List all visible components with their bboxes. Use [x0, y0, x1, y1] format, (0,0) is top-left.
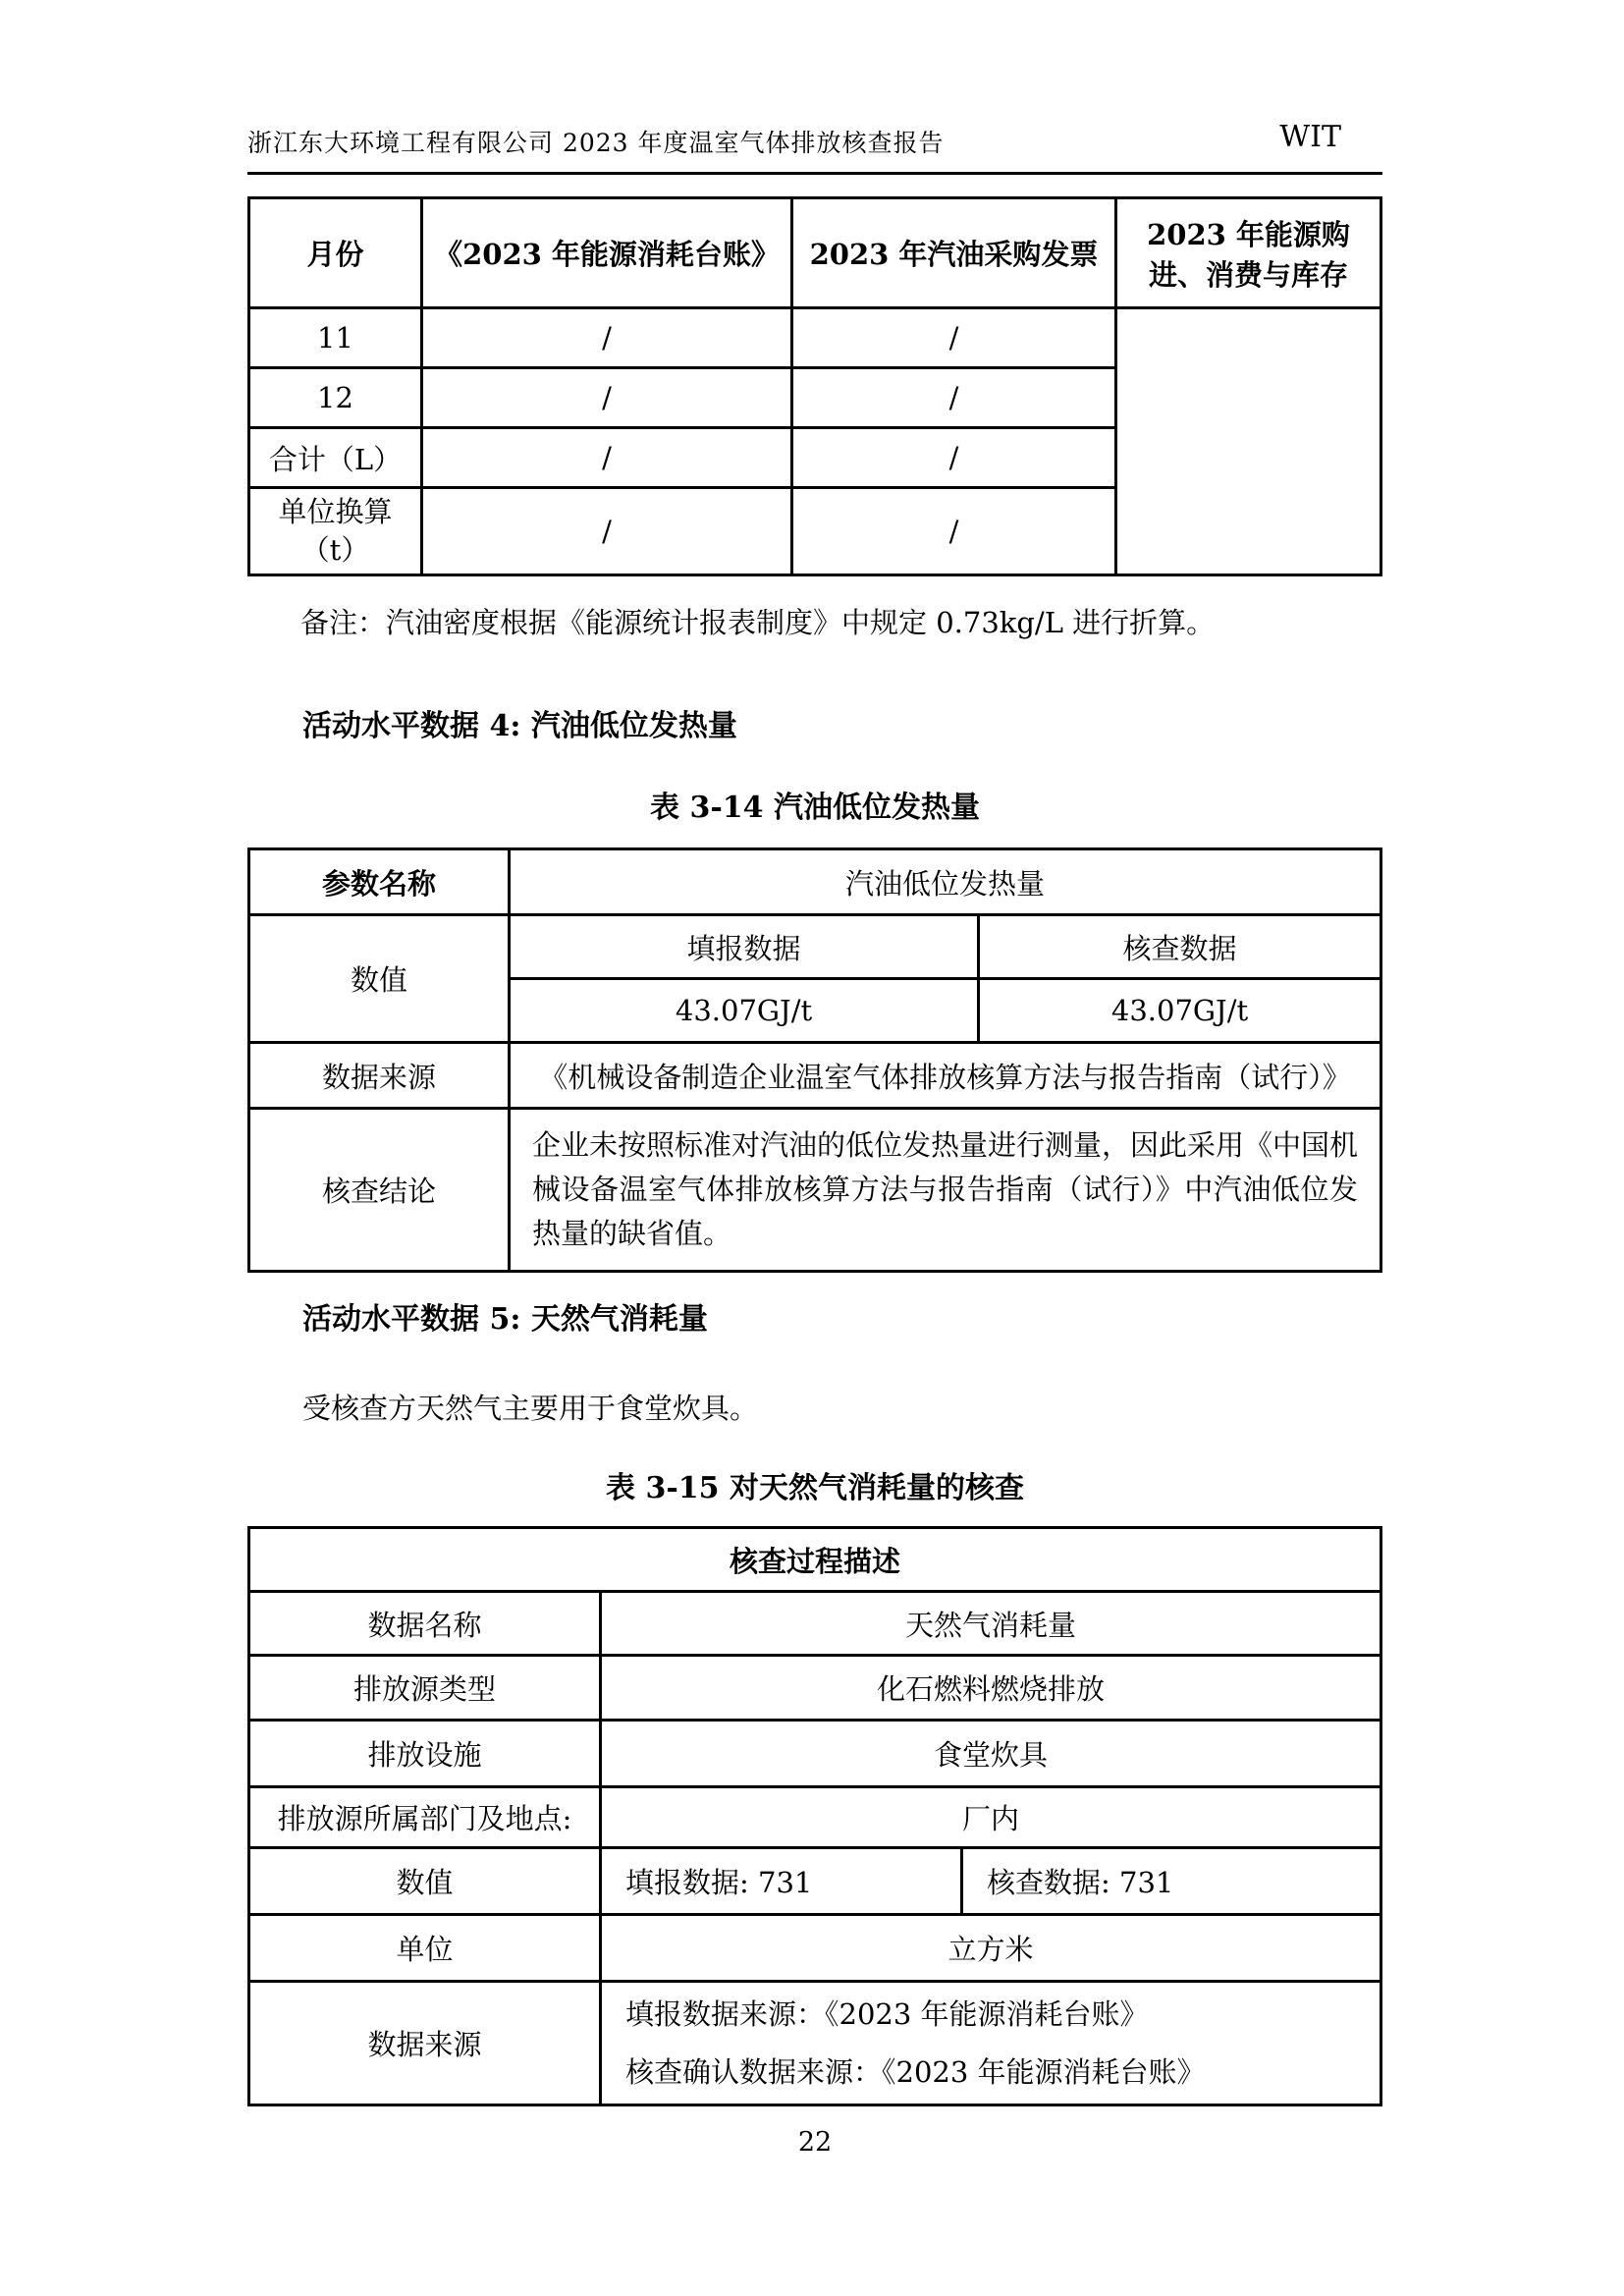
ledger-value-cell: /: [422, 488, 792, 575]
total-label-cell: 合计（L）: [249, 428, 422, 488]
invoice-value-cell: /: [792, 368, 1116, 428]
col-header-energy-purchase: 2023 年能源购进、消费与库存: [1116, 198, 1381, 308]
unit-conversion-label-cell: [249, 488, 422, 575]
unit-conversion-line2: （t）: [300, 533, 370, 568]
unit-label-cell: 单位: [249, 1915, 601, 1982]
month-cell: 11: [249, 308, 422, 368]
table-row: [249, 1043, 1381, 1109]
value-label-cell: 数值: [249, 915, 510, 1043]
verified-data-header-cell: 核查数据: [979, 915, 1381, 979]
section-heading-activity-data-5: 活动水平数据 5: 天然气消耗量: [302, 1302, 708, 1337]
invoice-value-cell: /: [792, 428, 1116, 488]
table-3-14-caption: 表 3-14 汽油低位发热量: [650, 791, 980, 825]
table-row: [249, 1915, 1381, 1982]
table-row: [249, 1787, 1381, 1848]
value-label-cell: 数值: [249, 1848, 601, 1915]
table-row: [249, 1982, 1381, 2105]
table-row: [249, 308, 1381, 368]
table-row: [249, 849, 1381, 915]
month-cell: 12: [249, 368, 422, 428]
data-name-label-cell: 数据名称: [249, 1592, 601, 1656]
verified-source-line: 核查确认数据来源：《2023 年能源消耗台账》: [625, 2054, 1206, 2089]
section-heading-activity-data-4: 活动水平数据 4: 汽油低位发热量: [302, 709, 737, 743]
table-3-15-caption: 表 3-15 对天然气消耗量的核查: [606, 1471, 1024, 1505]
header-report-title: 浙江东大环境工程有限公司 2023 年度温室气体排放核查报告: [247, 129, 945, 157]
emission-facility-label-cell: 排放设施: [249, 1721, 601, 1787]
section5-paragraph: 受核查方天然气主要用于食堂炊具。: [302, 1392, 759, 1425]
verified-value-cell: 43.07GJ/t: [979, 979, 1381, 1043]
invoice-value-cell: /: [792, 488, 1116, 575]
emission-source-type-value-cell: 化石燃料燃烧排放: [601, 1656, 1381, 1721]
col-header-energy-ledger: 《2023 年能源消耗台账》: [422, 198, 792, 308]
table-row: [249, 1656, 1381, 1721]
reported-value-cell: 43.07GJ/t: [510, 979, 979, 1043]
table-row: [249, 1109, 1381, 1272]
param-name-value-cell: 汽油低位发热量: [510, 849, 1381, 915]
page-number: 22: [797, 2127, 833, 2158]
unit-conversion-line1: 单位换算: [278, 495, 393, 528]
verified-value-cell: 核查数据: 731: [962, 1848, 1381, 1915]
data-source-label-cell: 数据来源: [249, 1982, 601, 2105]
data-source-value-cell: [601, 1982, 1381, 2105]
data-source-label-cell: 数据来源: [249, 1043, 510, 1109]
ledger-value-cell: /: [422, 308, 792, 368]
table-row: [249, 915, 1381, 979]
gasoline-heating-value-table: [247, 847, 1382, 1273]
table-row: [249, 1592, 1381, 1656]
process-description-header-cell: 核查过程描述: [249, 1528, 1381, 1592]
invoice-value-cell: /: [792, 308, 1116, 368]
department-location-value-cell: 厂内: [601, 1787, 1381, 1848]
header-org-mark: WIT: [1279, 120, 1341, 154]
table-row: [249, 1721, 1381, 1787]
col-header-month: 月份: [249, 198, 422, 308]
table-header-row: [249, 198, 1381, 308]
reported-source-line: 填报数据来源：《2023 年能源消耗台账》: [625, 1997, 1149, 2031]
param-name-label-cell: 参数名称: [249, 849, 510, 915]
table-note: 备注：汽油密度根据《能源统计报表制度》中规定 0.73kg/L 进行折算。: [300, 606, 1216, 639]
conclusion-value-cell: 企业未按照标准对汽油的低位发热量进行测量，因此采用《中国机械设备温室气体排放核算方法与报告指南（试行）》中汽油低位发热量的缺省值。: [510, 1109, 1381, 1272]
gasoline-records-table: [247, 196, 1382, 576]
unit-value-cell: 立方米: [601, 1915, 1381, 1982]
conclusion-label-cell: 核查结论: [249, 1109, 510, 1272]
merged-empty-cell: [1116, 308, 1381, 575]
ledger-value-cell: /: [422, 368, 792, 428]
reported-value-cell: 填报数据: 731: [601, 1848, 962, 1915]
natural-gas-verification-table: [247, 1526, 1382, 2106]
department-location-label-cell: 排放源所属部门及地点:: [249, 1787, 601, 1848]
table-header-row: [249, 1528, 1381, 1592]
ledger-value-cell: /: [422, 428, 792, 488]
data-name-value-cell: 天然气消耗量: [601, 1592, 1381, 1656]
data-source-value-cell: 《机械设备制造企业温室气体排放核算方法与报告指南（试行）》: [510, 1043, 1381, 1109]
table-row: [249, 1848, 1381, 1915]
reported-data-header-cell: 填报数据: [510, 915, 979, 979]
page-header: [247, 116, 1382, 175]
col-header-gasoline-invoice: 2023 年汽油采购发票: [792, 198, 1116, 308]
emission-facility-value-cell: 食堂炊具: [601, 1721, 1381, 1787]
emission-source-type-label-cell: 排放源类型: [249, 1656, 601, 1721]
